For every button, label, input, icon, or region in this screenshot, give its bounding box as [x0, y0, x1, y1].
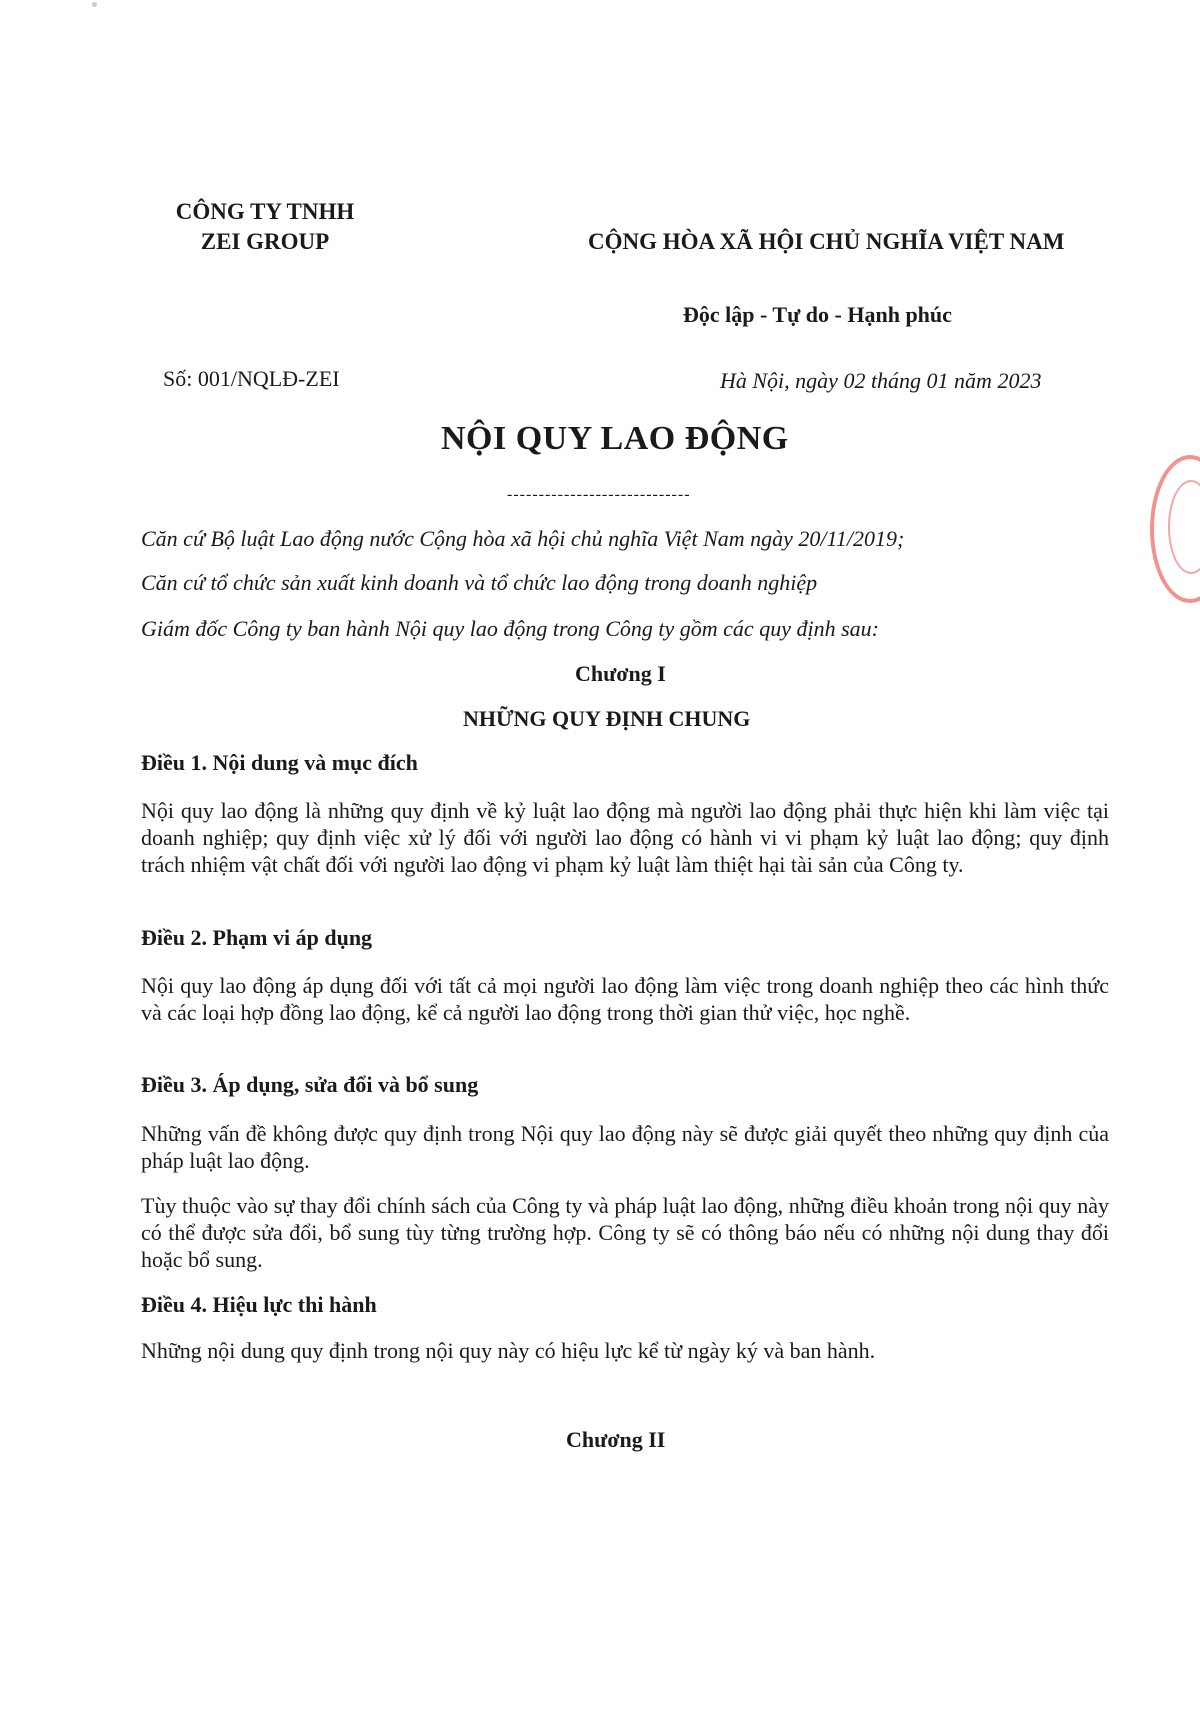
article-3-paragraph-1: Những vấn đề không được quy định trong Nội quy lao động này sẽ được giải quyết theo những quy định của pháp luật lao động. — [141, 1121, 1109, 1173]
chapter-2-label: Chương II — [566, 1427, 666, 1452]
company-line-1: CÔNG TY TNHH — [175, 199, 355, 224]
chapter-1-title: NHỮNG QUY ĐỊNH CHUNG — [463, 706, 751, 731]
article-4-paragraph: Những nội dung quy định trong nội quy này có hiệu lực kể từ ngày ký và ban hành. — [141, 1338, 876, 1363]
article-4-heading: Điều 4. Hiệu lực thi hành — [141, 1292, 377, 1317]
document-number: Số: 001/NQLĐ-ZEI — [163, 366, 340, 391]
document-title: NỘI QUY LAO ĐỘNG — [441, 420, 789, 457]
article-1-paragraph: Nội quy lao động là những quy định về kỷ luật lao động mà người lao động phải thực hiện khi làm việc tại doanh nghiệp; quy định việc xử lý đối với người lao động có hành vi vi phạm kỷ luật lao động; quy định trách nhiệm vật chất đối với người lao động vi phạm kỷ luật làm thiệt hại tài sản của Công ty. — [141, 798, 1109, 877]
title-separator: ----------------------------- — [507, 486, 691, 503]
issue-date: Hà Nội, ngày 02 tháng 01 năm 2023 — [720, 368, 1042, 393]
article-2-heading: Điều 2. Phạm vi áp dụng — [141, 925, 373, 950]
nation-name: CỘNG HÒA XÃ HỘI CHỦ NGHĨA VIỆT NAM — [588, 229, 1065, 254]
article-2-paragraph: Nội quy lao động áp dụng đối với tất cả mọi người lao động làm việc trong doanh nghiệp theo các hình thức và các loại hợp đồng lao động, kể cả người lao động trong thời gian thử việc, học nghề. — [141, 973, 1109, 1025]
company-line-2: ZEI GROUP — [200, 229, 330, 254]
article-3-heading: Điều 3. Áp dụng, sửa đổi và bổ sung — [141, 1072, 479, 1097]
company-name — [150, 197, 380, 257]
basis-line-1: Căn cứ Bộ luật Lao động nước Cộng hòa xã hội chủ nghĩa Việt Nam ngày 20/11/2019; — [141, 526, 905, 551]
scan-speck — [92, 2, 97, 7]
basis-line-2: Căn cứ tổ chức sản xuất kinh doanh và tổ chức lao động trong doanh nghiệp — [141, 570, 818, 595]
chapter-1-label: Chương I — [575, 661, 666, 686]
national-motto: Độc lập - Tự do - Hạnh phúc — [683, 302, 952, 327]
basis-line-3: Giám đốc Công ty ban hành Nội quy lao động trong Công ty gồm các quy định sau: — [141, 616, 879, 641]
article-3-paragraph-2: Tùy thuộc vào sự thay đổi chính sách của Công ty và pháp luật lao động, những điều khoản trong nội quy này có thể được sửa đổi, bổ sung tùy từng trường hợp. Công ty sẽ có thông báo nếu có những nội dung thay đổi hoặc bổ sung. — [141, 1193, 1109, 1272]
article-1-heading: Điều 1. Nội dung và mục đích — [141, 750, 418, 775]
